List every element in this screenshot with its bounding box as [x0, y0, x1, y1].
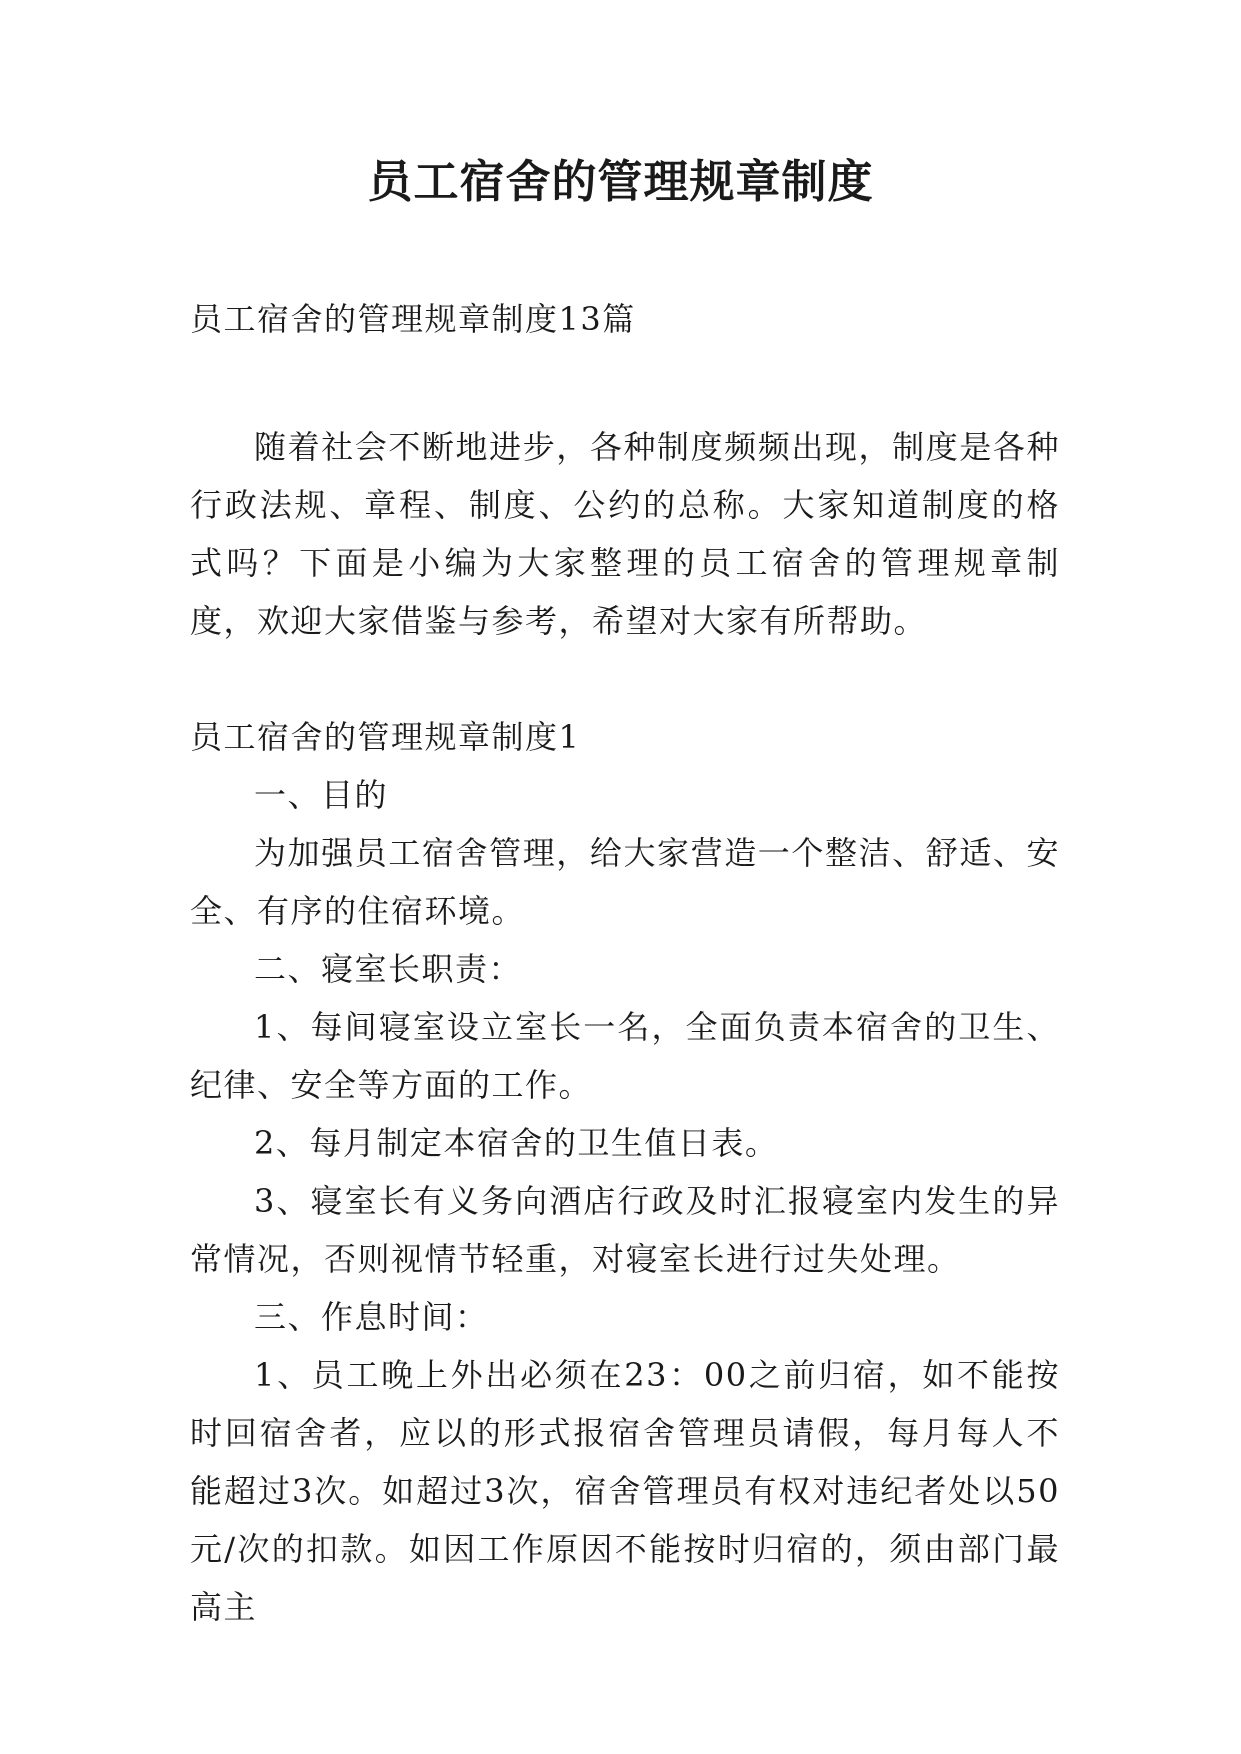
- paragraph: 一、目的: [254, 776, 389, 814]
- document-subtitle: 员工宿舍的管理规章制度13篇: [190, 300, 636, 338]
- paragraph: 二、寝室长职责：: [254, 950, 523, 988]
- paragraph: 三、作息时间：: [254, 1298, 489, 1336]
- section-title: 员工宿舍的管理规章制度1: [190, 718, 581, 756]
- paragraph: 1、每间寝室设立室长一名，全面负责本宿舍的卫生、纪律、安全等方面的工作。: [190, 1008, 1060, 1104]
- paragraph: 1、员工晚上外出必须在23：00之前归宿，如不能按时回宿舍者，应以的形式报宿舍管理员请假，每月每人不能超过3次。如超过3次，宿舍管理员有权对违纪者处以50元/次的扣款。如因工作原因不能按时归宿的，须由部门最高主: [190, 1356, 1060, 1626]
- paragraph: 2、每月制定本宿舍的卫生值日表。: [254, 1124, 779, 1162]
- document-title: 员工宿舍的管理规章制度: [367, 155, 874, 208]
- paragraph: 3、寝室长有义务向酒店行政及时汇报寝室内发生的异常情况，否则视情节轻重，对寝室长进行过失处理。: [190, 1182, 1060, 1278]
- paragraph: 为加强员工宿舍管理，给大家营造一个整洁、舒适、安全、有序的住宿环境。: [190, 834, 1060, 930]
- intro-paragraph: 随着社会不断地进步，各种制度频频出现，制度是各种行政法规、章程、制度、公约的总称。大家知道制度的格式吗？下面是小编为大家整理的员工宿舍的管理规章制度，欢迎大家借鉴与参考，希望对大家有所帮助。: [190, 428, 1060, 640]
- document-body: [190, 290, 1060, 1636]
